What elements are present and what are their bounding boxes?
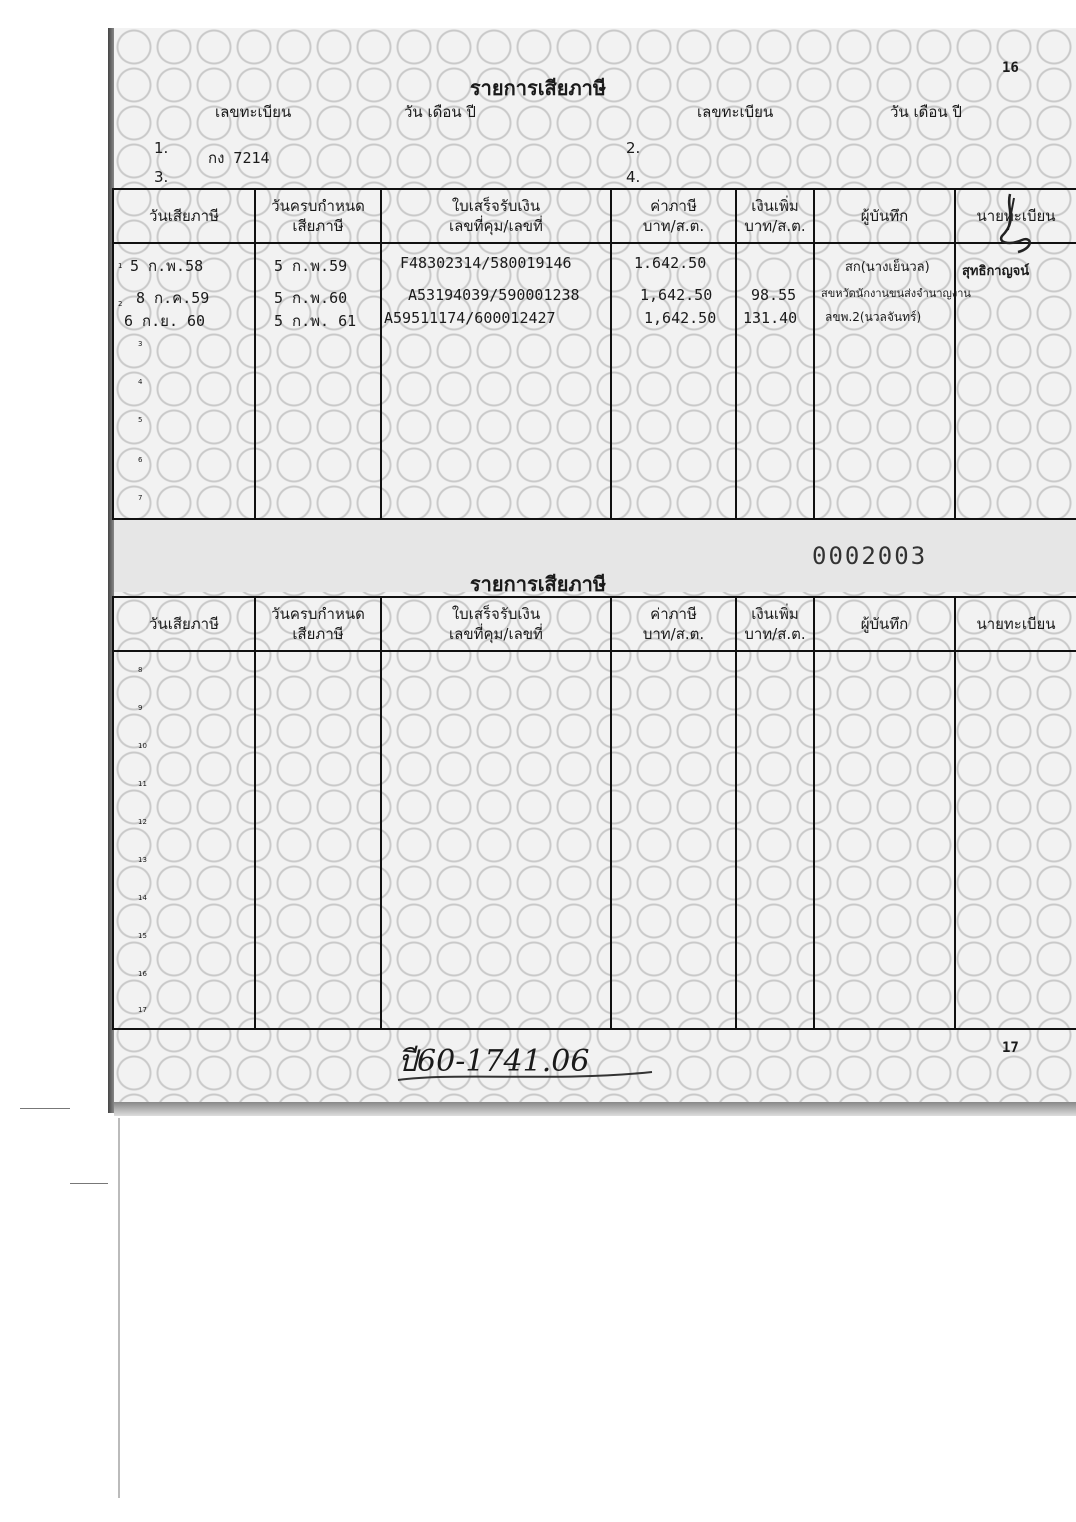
col-tax: ค่าภาษี บาท/ส.ต. bbox=[611, 597, 736, 651]
reg-num-3: 3. bbox=[154, 168, 169, 186]
row-number: 2 bbox=[118, 300, 123, 308]
page-title-bottom: รายการเสียภาษี bbox=[469, 572, 607, 596]
row-number: 13 bbox=[138, 856, 147, 864]
row-number: 10 bbox=[138, 742, 147, 750]
row2-due-date: 5 ก.พ.60 bbox=[274, 289, 348, 307]
col-due-date: วันครบกำหนด เสียภาษี bbox=[255, 189, 381, 243]
cell-registrars bbox=[955, 243, 1076, 519]
row-number: 7 bbox=[138, 494, 143, 502]
row2-tax: 1,642.50 bbox=[640, 286, 713, 304]
col-due-date: วันครบกำหนด เสียภาษี bbox=[255, 597, 381, 651]
col-recorder: ผู้บันทึก bbox=[814, 189, 955, 243]
tax-table-bottom bbox=[112, 596, 1076, 1030]
cell-recorders bbox=[814, 243, 971, 519]
col-recorder: ผู้บันทึก bbox=[814, 597, 955, 651]
row3-tax-date: 6 ก.ย. 60 bbox=[124, 312, 206, 330]
cell-receipts bbox=[381, 243, 611, 519]
row-number: 15 bbox=[138, 932, 147, 940]
row-number: 17 bbox=[138, 1006, 147, 1014]
margin-line bbox=[118, 1118, 120, 1498]
signature-mark bbox=[988, 190, 1040, 260]
row3-tax: 1,642.50 bbox=[644, 309, 717, 327]
cell-tax-dates bbox=[113, 651, 255, 1029]
reg-num-1: 1. bbox=[154, 139, 169, 157]
row-number: 8 bbox=[138, 666, 143, 674]
row1-tax-date: 5 ก.พ.58 bbox=[130, 257, 204, 275]
row-number: 5 bbox=[138, 416, 143, 424]
scan-mark bbox=[20, 1108, 70, 1109]
row1-receipt: F48302314/580019146 bbox=[400, 254, 572, 272]
col-tax: ค่าภาษี บาท/ส.ต. bbox=[611, 189, 736, 243]
cell-tax-amounts bbox=[611, 243, 736, 519]
row-number: 3 bbox=[138, 340, 143, 348]
cell-registrars bbox=[955, 651, 1076, 1029]
col-tax-date: วันเสียภาษี bbox=[113, 189, 255, 243]
cell-due-dates bbox=[255, 651, 381, 1029]
row-number: 1 bbox=[118, 262, 123, 270]
label-reg-no-2: เลขทะเบียน bbox=[697, 103, 774, 121]
row1-registrar: สุทธิกาญจน์ bbox=[962, 264, 1030, 279]
row3-due-date: 5 ก.พ. 61 bbox=[274, 312, 357, 330]
reg-num-4: 4. bbox=[626, 168, 641, 186]
lower-page-edge bbox=[114, 1102, 1076, 1116]
row2-recorder: สขหวัดนักงานขนส่งจำนาญงาน bbox=[821, 287, 971, 300]
row-number: 6 bbox=[138, 456, 143, 464]
row-number: 14 bbox=[138, 894, 147, 902]
cell-due-dates bbox=[255, 243, 381, 519]
label-date-2: วัน เดือน ปี bbox=[890, 103, 962, 121]
page-number-top: 16 bbox=[1002, 60, 1019, 76]
row3-recorder: ลขพ.2(นวลจันทร์) bbox=[825, 310, 922, 324]
row2-surcharge: 98.55 bbox=[751, 286, 797, 304]
cell-recorders bbox=[814, 651, 955, 1029]
reg-value-1: กง 7214 bbox=[208, 149, 270, 167]
tax-table-top bbox=[112, 188, 1076, 520]
label-date-1: วัน เดือน ปี bbox=[404, 103, 476, 121]
row-number: 16 bbox=[138, 970, 147, 978]
row-number: 9 bbox=[138, 704, 143, 712]
row-number: 12 bbox=[138, 818, 147, 826]
row-number: 4 bbox=[138, 378, 143, 386]
col-registrar: นายทะเบียน bbox=[955, 189, 1076, 243]
col-receipt: ใบเสร็จรับเงิน เลขที่คุม/เลขที่ bbox=[381, 597, 611, 651]
cell-receipts bbox=[381, 651, 611, 1029]
row-number: 11 bbox=[138, 780, 147, 788]
col-surcharge: เงินเพิ่ม บาท/ส.ต. bbox=[736, 597, 814, 651]
row2-tax-date: 8 ก.ค.59 bbox=[136, 289, 210, 307]
col-tax-date: วันเสียภาษี bbox=[113, 597, 255, 651]
scan-mark bbox=[70, 1183, 108, 1184]
col-surcharge: เงินเพิ่ม บาท/ส.ต. bbox=[736, 189, 814, 243]
cell-surcharges bbox=[736, 243, 814, 519]
row3-receipt: A59511174/600012427 bbox=[384, 309, 556, 327]
row1-recorder: สก(นางเย็นวล) bbox=[845, 260, 930, 275]
reg-num-2: 2. bbox=[626, 139, 641, 157]
handwritten-note: ปี60-1741.06 bbox=[398, 1044, 590, 1079]
cell-tax-amounts bbox=[611, 651, 736, 1029]
row1-due-date: 5 ก.พ.59 bbox=[274, 257, 348, 275]
cell-surcharges bbox=[736, 651, 814, 1029]
label-reg-no-1: เลขทะเบียน bbox=[215, 103, 292, 121]
col-receipt: ใบเสร็จรับเงิน เลขที่คุม/เลขที่ bbox=[381, 189, 611, 243]
cell-tax-dates bbox=[113, 243, 255, 519]
control-number: 0002003 bbox=[812, 542, 928, 570]
row2-receipt: A53194039/590001238 bbox=[408, 286, 580, 304]
page-title-top: รายการเสียภาษี bbox=[469, 76, 607, 100]
row1-tax: 1.642.50 bbox=[634, 254, 707, 272]
handwritten-underline bbox=[396, 1068, 656, 1084]
page-number-bottom: 17 bbox=[1002, 1040, 1019, 1056]
col-registrar: นายทะเบียน bbox=[955, 597, 1076, 651]
row3-surcharge: 131.40 bbox=[743, 309, 798, 327]
